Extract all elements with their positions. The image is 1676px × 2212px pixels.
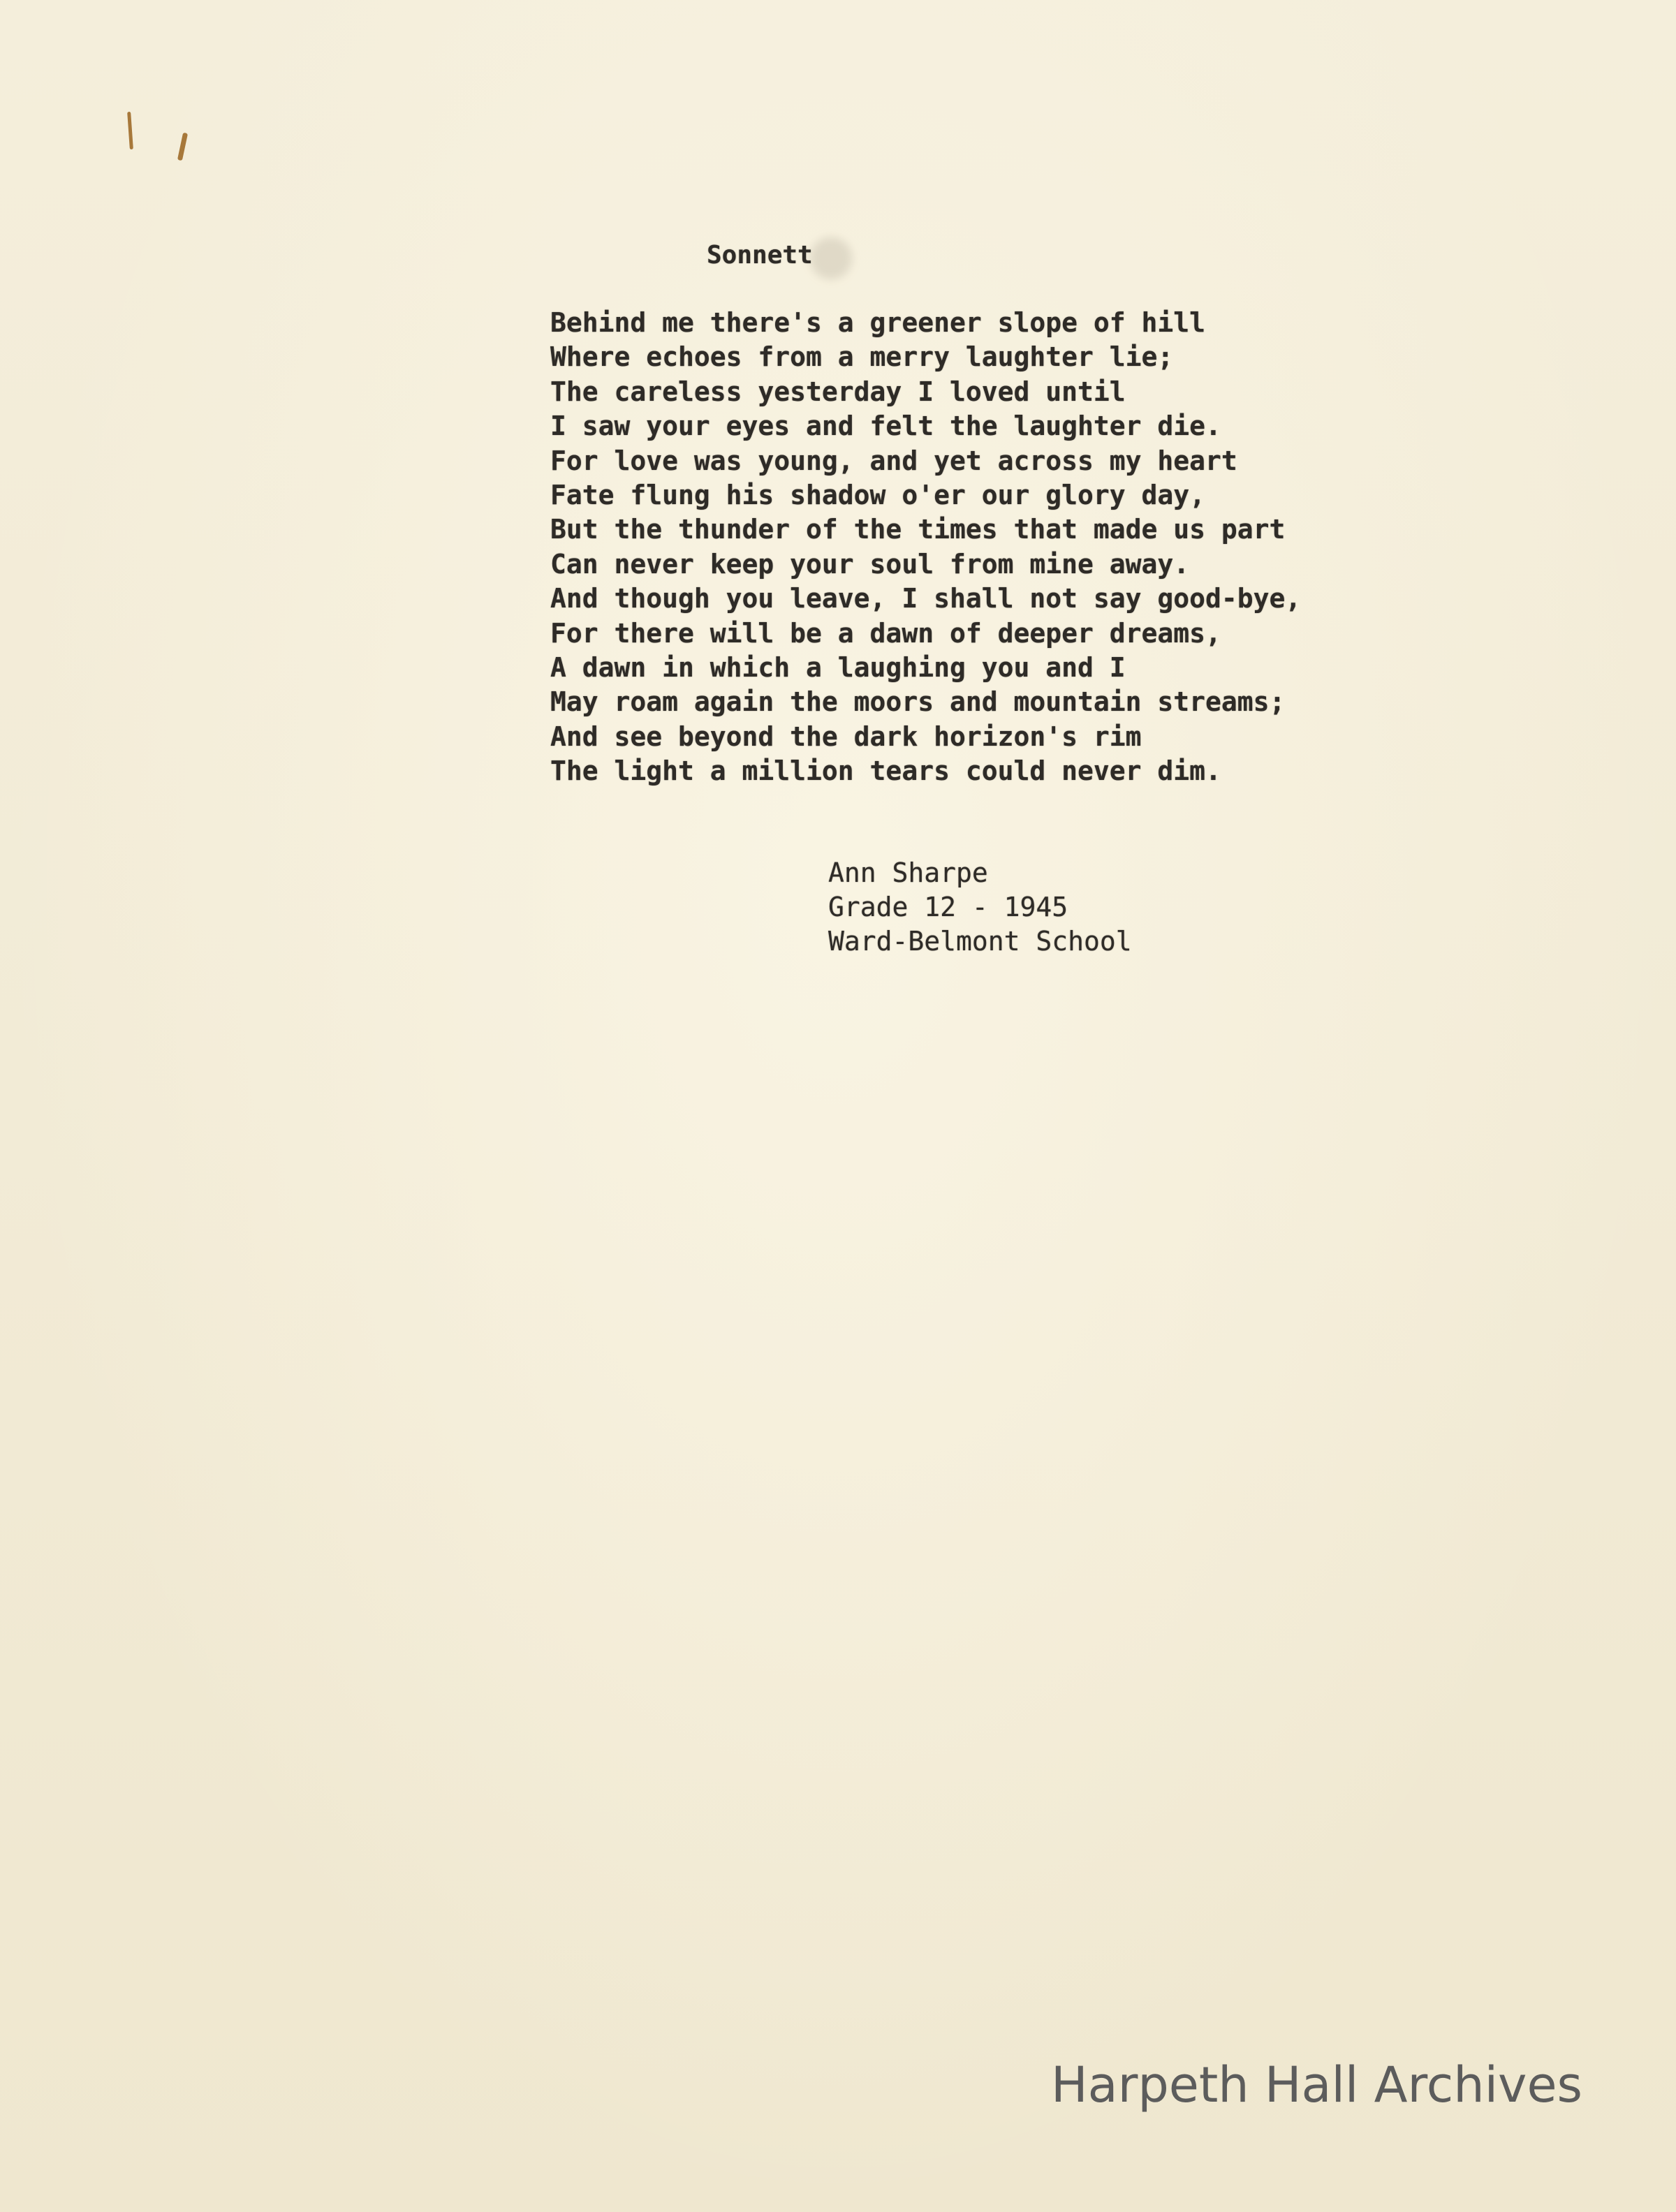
poem-body bbox=[550, 306, 1301, 789]
poem-title: Sonnett bbox=[707, 241, 813, 270]
poem-line: And though you leave, I shall not say good-bye, bbox=[550, 583, 1302, 614]
poem-line: Where echoes from a merry laughter lie; bbox=[550, 341, 1174, 373]
poem-line: For love was young, and yet across my heart bbox=[550, 445, 1237, 476]
poem-line: The careless yesterday I loved until bbox=[550, 376, 1126, 407]
poem-line: But the thunder of the times that made us part bbox=[550, 514, 1286, 545]
paper-mark bbox=[127, 112, 133, 149]
signature-block bbox=[828, 856, 1132, 959]
author-name: Ann Sharpe bbox=[828, 857, 988, 888]
poem-line: Behind me there's a greener slope of hill bbox=[550, 307, 1205, 338]
poem-line: And see beyond the dark horizon's rim bbox=[550, 721, 1142, 752]
poem-line: The light a million tears could never dim. bbox=[550, 755, 1221, 787]
archive-watermark: Harpeth Hall Archives bbox=[1051, 2056, 1582, 2114]
poem-line: I saw your eyes and felt the laughter die. bbox=[550, 411, 1221, 442]
ink-smudge bbox=[810, 237, 852, 279]
poem-line: A dawn in which a laughing you and I bbox=[550, 652, 1126, 684]
poem-line: May roam again the moors and mountain streams; bbox=[550, 686, 1286, 718]
poem-line: Can never keep your soul from mine away. bbox=[550, 548, 1190, 580]
author-grade: Grade 12 - 1945 bbox=[828, 892, 1068, 922]
author-school: Ward-Belmont School bbox=[828, 926, 1132, 957]
poem-line: For there will be a dawn of deeper dreams, bbox=[550, 617, 1221, 649]
paper-mark bbox=[177, 133, 188, 161]
poem-line: Fate flung his shadow o'er our glory day, bbox=[550, 480, 1205, 511]
